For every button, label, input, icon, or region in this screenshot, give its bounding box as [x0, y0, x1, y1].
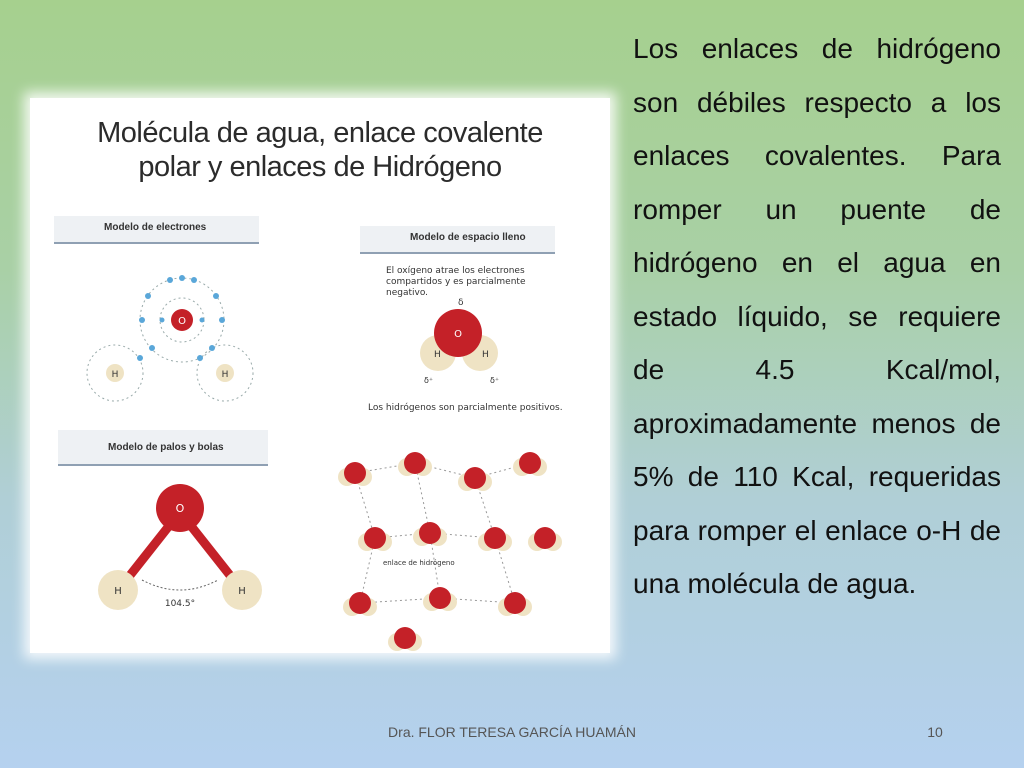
water-molecule-figure — [30, 98, 610, 653]
atom-h-label: H — [114, 586, 122, 597]
atom-h-label: H — [111, 370, 119, 380]
hydrogen-bond-lattice — [315, 433, 565, 653]
delta-positive-label: δ⁺ — [490, 376, 500, 385]
lattice-molecules — [338, 452, 562, 651]
delta-label: δ — [458, 298, 464, 308]
oxygen-note: El oxígeno atrae los electrones compartidos y es parcialmente negativo. — [386, 266, 526, 298]
atom-o-label: O — [178, 316, 186, 327]
atom-h-label: H — [238, 586, 246, 597]
atom-h-label: H — [482, 350, 489, 360]
footer-author: Dra. FLOR TERESA GARCÍA HUAMÁN — [388, 724, 636, 740]
atom-h-label: H — [434, 350, 441, 360]
hydrogen-bond-label: enlace de hidrógeno — [383, 559, 455, 567]
atom-o-label: O — [175, 502, 185, 515]
figure-title-line2: polar y enlaces de Hidrógeno — [138, 151, 502, 183]
electron-model-label: Modelo de electrones — [54, 216, 259, 244]
atom-o-label: O — [454, 329, 462, 340]
space-fill-diagram — [410, 293, 520, 393]
hydrogen-note: Los hidrógenos son parcialmente positivos. — [368, 403, 563, 413]
space-fill-model-label: Modelo de espacio lleno — [360, 226, 555, 254]
atom-h-label: H — [221, 370, 229, 380]
figure-title-line1: Molécula de agua, enlace covalente — [97, 117, 543, 149]
electron-model-diagram — [70, 248, 300, 418]
body-text: Los enlaces de hidrógeno son débiles respecto a los enlaces covalentes. Para romper un puente de hidrógeno en el agua en estado líquido, se requiere de 4.5 Kcal/mol, aproximadamente menos de 5% de 110 Kcal, requeridas para romper el enlace o-H de una molécula de agua. — [633, 33, 1001, 599]
slide-number: 10 — [927, 724, 943, 740]
ball-stick-model-label: Modelo de palos y bolas — [58, 430, 268, 466]
delta-positive-label: δ⁺ — [424, 376, 434, 385]
bond-angle-label: 104.5° — [164, 599, 196, 609]
figure-title — [30, 116, 610, 184]
ball-stick-diagram — [80, 470, 280, 620]
